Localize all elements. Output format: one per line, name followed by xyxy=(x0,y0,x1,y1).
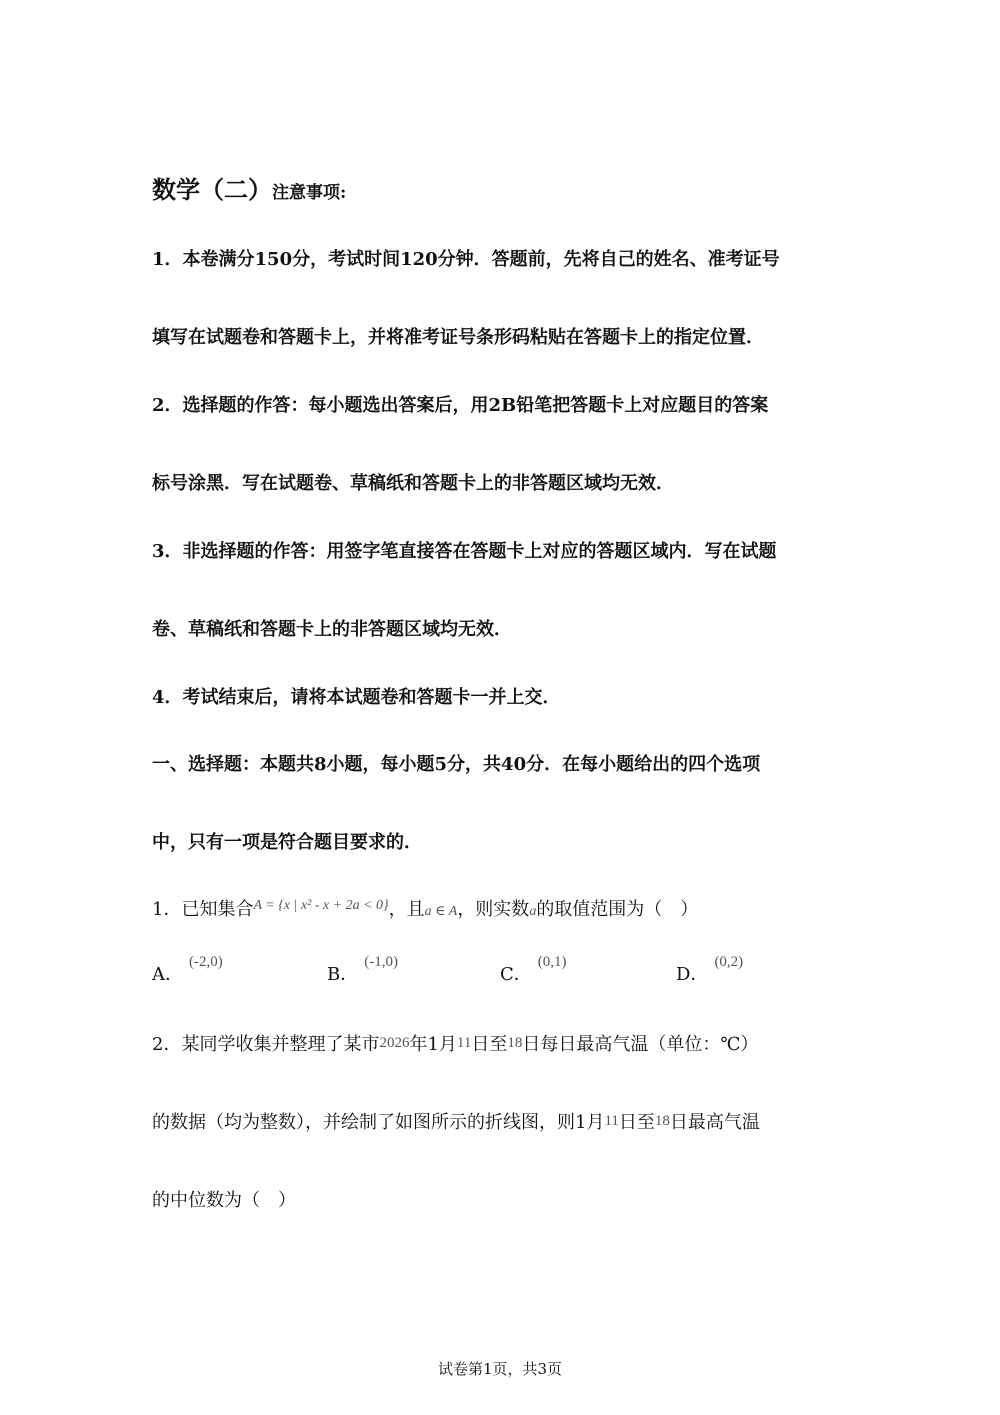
question-2-line-2 xyxy=(152,1108,760,1134)
q2-text: 年1月 xyxy=(409,1034,457,1055)
q2-year: 2026 xyxy=(379,1035,410,1051)
option-label: A． xyxy=(152,964,183,985)
q2-day-start: 11 xyxy=(456,1035,472,1051)
option-label: C． xyxy=(500,964,532,985)
note-line: 填写在试题卷和答题卡上，并将准考证号条形码粘贴在答题卡上的指定位置． xyxy=(152,327,764,348)
q2-day-end: 18 xyxy=(654,1113,670,1129)
page-title: 数学（二） xyxy=(152,175,272,204)
option-value: (0,1) xyxy=(537,954,567,970)
q1-set-formula: A = {x | x² - x + 2a < 0} xyxy=(253,898,389,913)
note-line: 卷、草稿纸和答题卡上的非答题区域均无效． xyxy=(152,619,512,640)
note-line: 1．本卷满分150分，考试时间120分钟．答题前，先将自己的姓名、准考证号 xyxy=(152,249,780,270)
q2-text: 的数据（均为整数），并绘制了如图所示的折线图，则1月 xyxy=(152,1112,605,1133)
q2-text: 日最高气温 xyxy=(669,1112,760,1133)
note-line: 2．选择题的作答：每小题选出答案后，用2B铅笔把答题卡上对应题目的答案 xyxy=(152,395,769,416)
question-2-line-1 xyxy=(152,1030,759,1056)
q1-middle: ，且 xyxy=(388,899,425,920)
section-heading: 中，只有一项是符合题目要求的． xyxy=(152,832,422,853)
q1-option-a[interactable] xyxy=(152,954,223,986)
option-label: B． xyxy=(327,964,359,985)
note-line: 4．考试结束后，请将本试题卷和答题卡一并上交． xyxy=(152,687,561,708)
option-value: (-2,0) xyxy=(189,954,223,970)
page-header xyxy=(152,170,346,205)
q2-text: 日每日最高气温（单位：℃） xyxy=(522,1034,759,1055)
q1-condition: a ∈ A xyxy=(424,904,458,919)
q2-text: 日至 xyxy=(471,1034,508,1055)
note-line: 标号涂黑．写在试题卷、草稿纸和答题卡上的非答题区域均无效． xyxy=(152,473,674,494)
q1-prefix: 1．已知集合 xyxy=(152,899,254,920)
note-line: 3．非选择题的作答：用签字笔直接答在答题卡上对应的答题区域内．写在试题 xyxy=(152,541,777,562)
option-label: D． xyxy=(676,964,709,985)
q1-variable: a xyxy=(529,904,537,919)
option-value: (-1,0) xyxy=(364,954,398,970)
q1-option-c[interactable] xyxy=(500,954,567,986)
q1-middle2: ，则实数 xyxy=(457,899,530,920)
q1-suffix: 的取值范围为（ ） xyxy=(536,899,699,920)
question-1 xyxy=(152,895,698,921)
option-value: (0,2) xyxy=(714,954,744,970)
q2-day-end: 18 xyxy=(507,1035,523,1051)
q2-day-start: 11 xyxy=(604,1113,619,1129)
notes-heading: 注意事项: xyxy=(272,183,347,203)
section-heading: 一、选择题：本题共8小题，每小题5分，共40分．在每小题给出的四个选项 xyxy=(152,754,761,775)
page-footer: 试卷第1页，共3页 xyxy=(437,1360,563,1378)
q1-option-b[interactable] xyxy=(327,954,398,986)
q2-text: 日至 xyxy=(618,1112,655,1133)
q1-option-d[interactable] xyxy=(676,954,744,986)
question-2-line-3: 的中位数为（ ） xyxy=(152,1190,296,1211)
q2-text: 2．某同学收集并整理了某市 xyxy=(152,1034,380,1055)
